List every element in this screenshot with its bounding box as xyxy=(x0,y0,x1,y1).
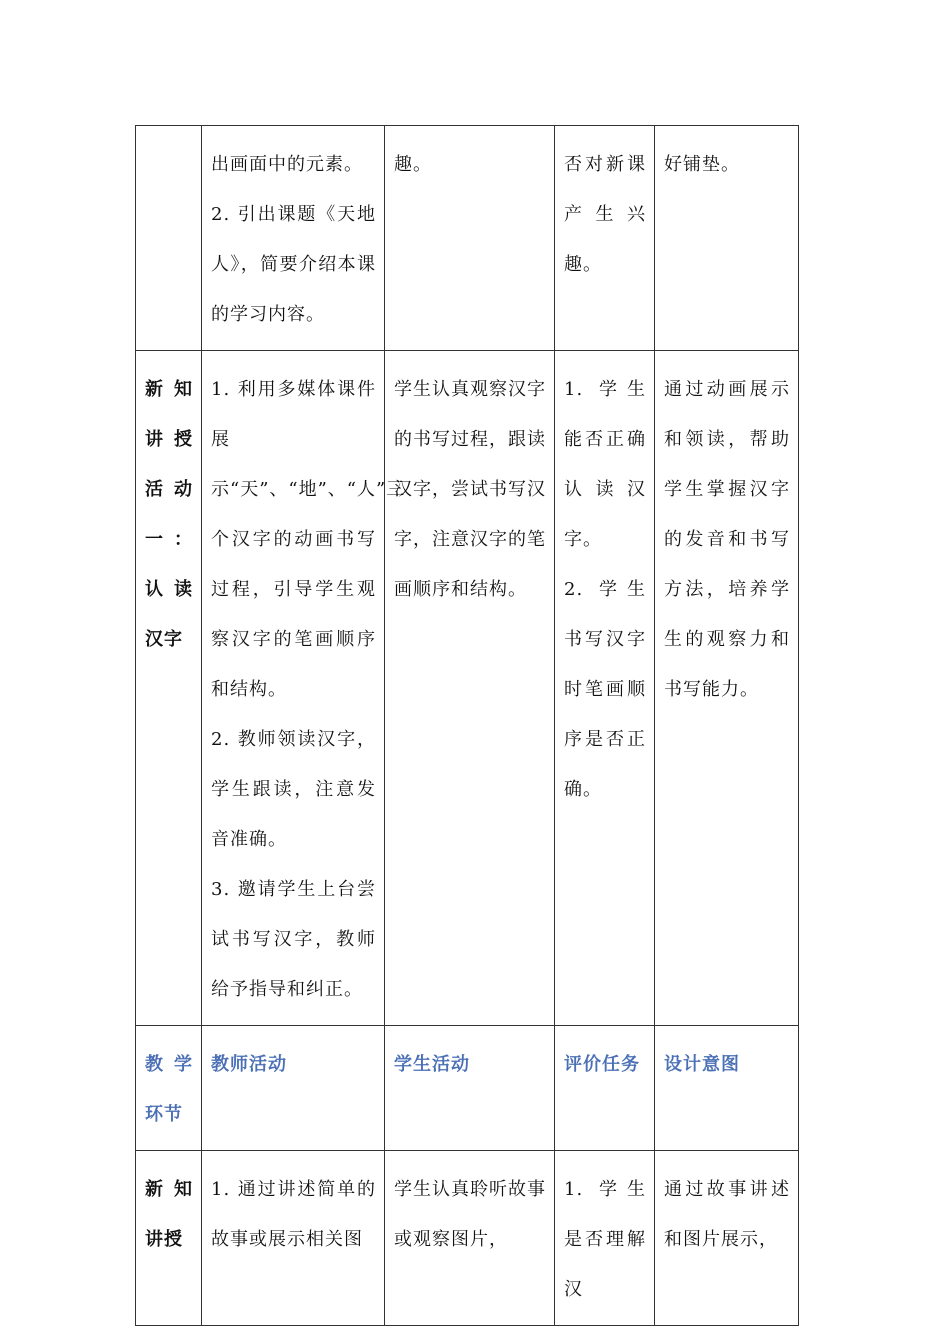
student-activity-cell xyxy=(385,126,555,351)
stage-cell xyxy=(136,126,202,351)
design-intent-cell xyxy=(655,351,799,1026)
evaluation-task-cell xyxy=(555,126,655,351)
cell-paragraph: 新知讲授活动一：认读汉字 xyxy=(145,379,193,650)
stage-cell xyxy=(136,351,202,1026)
cell-paragraph: 出画面中的元素。 xyxy=(211,154,363,175)
cell-paragraph: 通过故事讲述和图片展示， xyxy=(664,1179,790,1250)
cell-paragraph: 教师活动 xyxy=(211,1054,287,1075)
student-activity-cell xyxy=(385,351,555,1026)
lesson-plan-table xyxy=(135,125,799,1326)
evaluation-task-cell xyxy=(555,1151,655,1326)
cell-paragraph: 2. 教师领读汉字，学生跟读，注意发音准确。 xyxy=(211,729,376,850)
table-header-row xyxy=(136,1026,799,1151)
design-intent-cell xyxy=(655,126,799,351)
teacher-activity-cell xyxy=(202,1151,385,1326)
header-student-activity xyxy=(385,1026,555,1151)
cell-paragraph: 1. 学生是否理解汉 xyxy=(564,1179,646,1300)
cell-paragraph: 新知讲授 xyxy=(145,1179,193,1250)
cell-paragraph: 1. 学生能否正确认读汉字。 xyxy=(564,379,646,550)
cell-paragraph: 好铺垫。 xyxy=(664,154,740,175)
table-row xyxy=(136,126,799,351)
cell-paragraph: 趣。 xyxy=(394,154,432,175)
design-intent-cell xyxy=(655,1151,799,1326)
header-evaluation-task xyxy=(555,1026,655,1151)
cell-paragraph: 3. 邀请学生上台尝试书写汉字，教师给予指导和纠正。 xyxy=(211,879,376,1000)
cell-paragraph: 1. 通过讲述简单的故事或展示相关图 xyxy=(211,1179,376,1250)
evaluation-task-cell xyxy=(555,351,655,1026)
header-design-intent xyxy=(655,1026,799,1151)
cell-paragraph: 设计意图 xyxy=(664,1054,740,1075)
cell-paragraph: 学生认真观察汉字的书写过程，跟读汉字，尝试书写汉字，注意汉字的笔画顺序和结构。 xyxy=(394,379,546,600)
cell-paragraph: 2. 学生书写汉字时笔画顺序是否正确。 xyxy=(564,579,646,800)
cell-paragraph: 通过动画展示和领读，帮助学生掌握汉字的发音和书写方法，培养学生的观察力和书写能力。 xyxy=(664,379,790,700)
cell-paragraph: 评价任务 xyxy=(564,1054,640,1075)
cell-paragraph: 1. 利用多媒体课件展示“天”、“地”、“人”三个汉字的动画书写过程，引导学生观察汉字的笔画顺序和结构。 xyxy=(211,379,406,700)
table-row xyxy=(136,351,799,1026)
teacher-activity-cell xyxy=(202,126,385,351)
header-stage xyxy=(136,1026,202,1151)
cell-paragraph: 否对新课产生兴趣。 xyxy=(564,154,646,275)
teacher-activity-cell xyxy=(202,351,406,1026)
cell-paragraph: 教学环节 xyxy=(145,1054,193,1125)
header-teacher-activity xyxy=(202,1026,385,1151)
cell-paragraph: 学生活动 xyxy=(394,1054,470,1075)
stage-cell xyxy=(136,1151,202,1326)
cell-paragraph: 学生认真聆听故事或观察图片， xyxy=(394,1179,546,1250)
table-row xyxy=(136,1151,799,1326)
cell-paragraph: 2. 引出课题《天地人》，简要介绍本课的学习内容。 xyxy=(211,204,376,325)
student-activity-cell xyxy=(385,1151,555,1326)
